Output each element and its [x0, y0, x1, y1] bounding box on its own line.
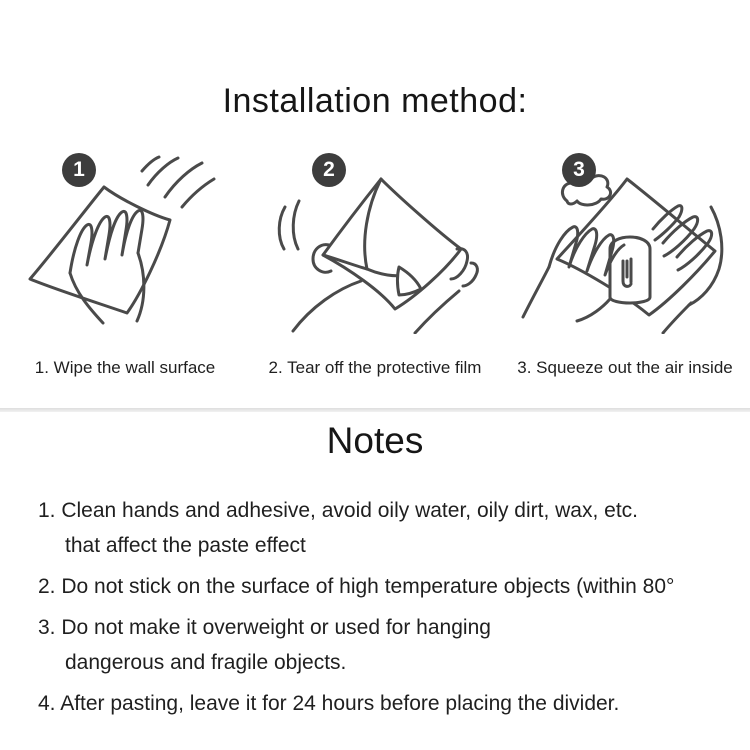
step-1-number-badge: 1 [62, 153, 96, 187]
installation-steps [0, 147, 750, 352]
step-2 [250, 147, 500, 352]
step-2-number-badge: 2 [312, 153, 346, 187]
note-line: 2. Do not stick on the surface of high temperature objects (within 80° [38, 574, 675, 598]
step-captions [0, 358, 750, 378]
notes-list [0, 493, 750, 721]
note-line: dangerous and fragile objects. [65, 650, 347, 674]
note-item-1 [38, 493, 730, 563]
notes-title: Notes [326, 420, 424, 461]
page-title: Installation method: [222, 82, 528, 120]
note-line: that affect the paste effect [65, 533, 306, 557]
wipe-wall-illustration [20, 149, 230, 334]
note-line: 1. Clean hands and adhesive, avoid oily water, oily dirt, wax, etc. [38, 498, 638, 522]
step-3-number-badge: 3 [562, 153, 596, 187]
step-1-caption: 1. Wipe the wall surface [34, 358, 216, 377]
step-3-caption: 3. Squeeze out the air inside [517, 358, 733, 377]
section-divider [0, 408, 750, 412]
squeeze-air-illustration [515, 149, 735, 334]
note-item-4 [38, 686, 730, 721]
note-line: 3. Do not make it overweight or used for hanging [38, 615, 491, 639]
step-1 [0, 147, 250, 352]
step-2-caption: 2. Tear off the protective film [268, 358, 482, 377]
tear-film-illustration [265, 149, 485, 334]
note-item-2 [38, 569, 730, 604]
note-line: 4. After pasting, leave it for 24 hours before placing the divider. [38, 691, 620, 715]
step-3 [500, 147, 750, 352]
note-item-3 [38, 610, 730, 680]
